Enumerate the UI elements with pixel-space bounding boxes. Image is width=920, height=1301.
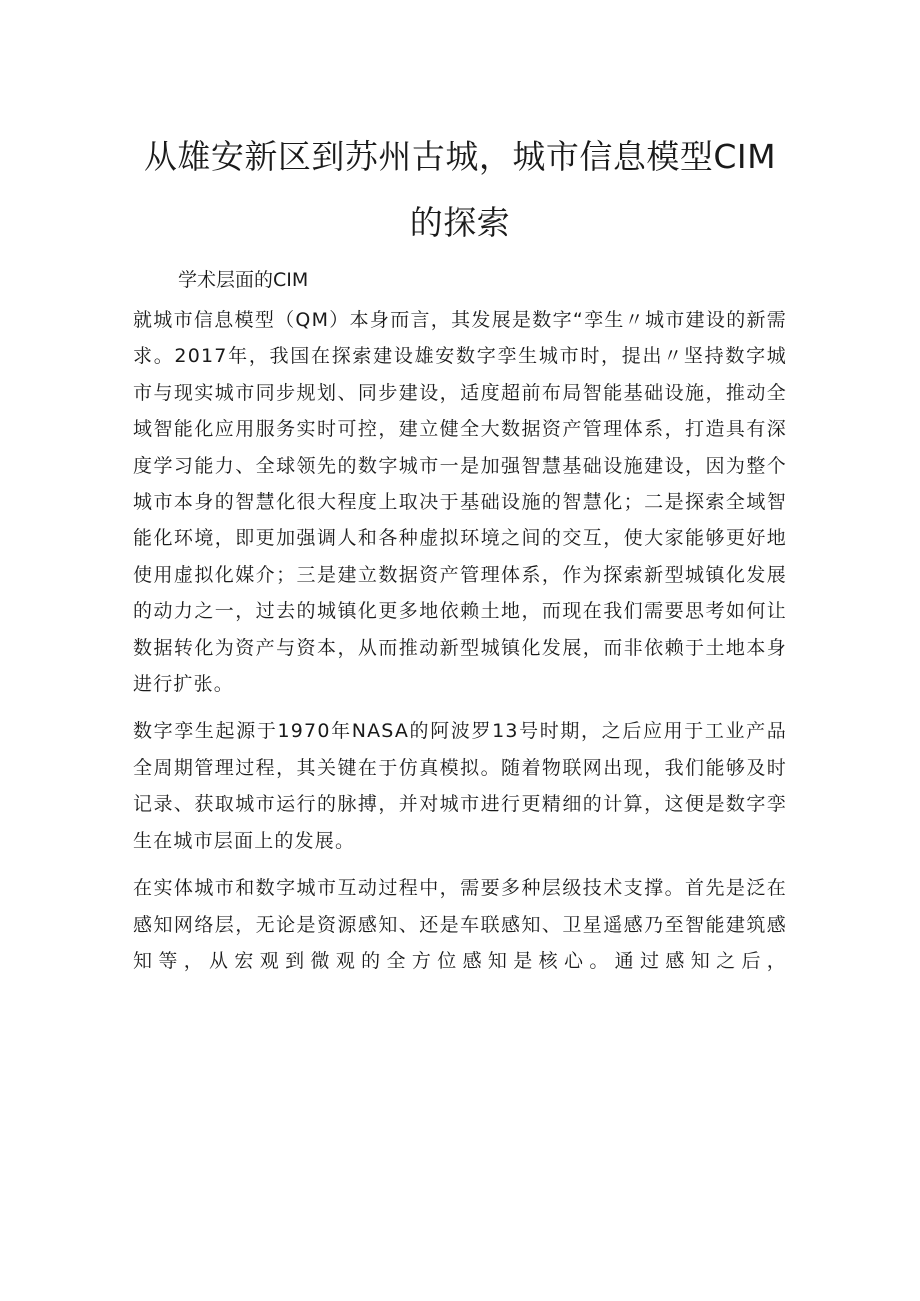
paragraph-2: 数字孪生起源于1970年NASA的阿波罗13号时期，之后应用于工业产品全周期管理过程，其关键在于仿真模拟。随着物联网出现，我们能够及时记录、获取城市运行的脉搏，并对城市进行更精细的计算，这便是数字孪生在城市层面上的发展。 [133, 720, 787, 852]
paragraph-1: 就城市信息模型（QM）本身而言，其发展是数字“孪生〃城市建设的新需求。2017年，我国在探索建设雄安数字孪生城市时，提出〃坚持数字城市与现实城市同步规划、同步建设，适度超前布局智能基础设施，推动全域智能化应用服务实时可控，建立健全大数据资产管理体系，打造具有深度学习能力、全球领先的数字城市一是加强智慧基础设施建设，因为整个城市本身的智慧化很大程度上取决于基础设施的智慧化；二是探索全域智能化环境，即更加强调人和各种虚拟环境之间的交互，使大家能够更好地使用虚拟化媒介；三是建立数据资产管理体系，作为探索新型城镇化发展的动力之一，过去的城镇化更多地依赖土地，而现在我们需要思考如何让数据转化为资产与资本，从而推动新型城镇化发展，而非依赖于土地本身进行扩张。 [133, 309, 787, 696]
document-title: 从雄安新区到苏州古城，城市信息模型CIM的探索 [143, 137, 777, 242]
paragraph-3: 在实体城市和数字城市互动过程中，需要多种层级技术支撑。首先是泛在感知网络层，无论是资源感知、还是车联感知、卫星遥感乃至智能建筑感知等，从宏观到微观的全方位感知是核心。通过感知之后， [133, 877, 787, 972]
section-subheading: 学术层面的CIM [178, 269, 309, 291]
